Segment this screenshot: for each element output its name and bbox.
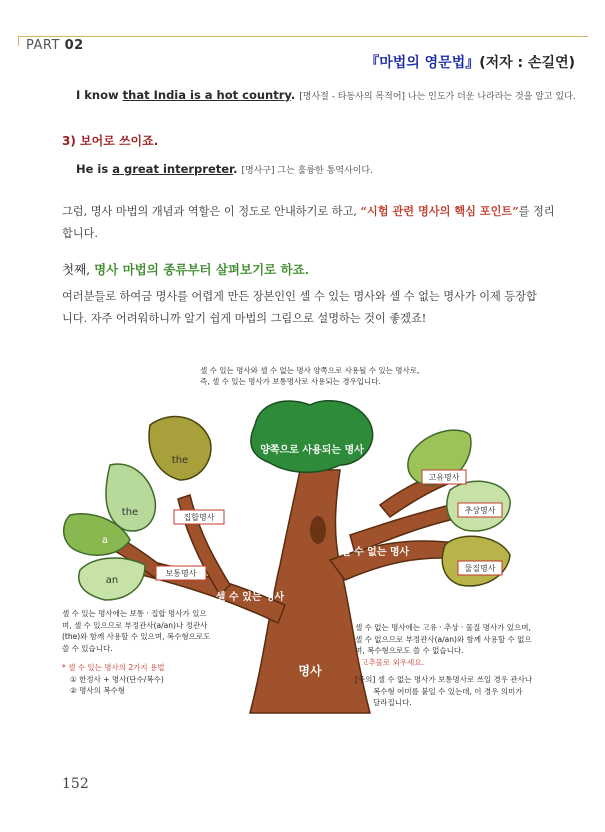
paragraph-1-line-1 xyxy=(62,200,555,223)
paragraph-1-highlight: “시험 관련 명사의 핵심 포인트” xyxy=(360,204,519,218)
header-rule xyxy=(18,36,588,37)
leaf-the-mid xyxy=(106,464,155,531)
example-sentence-1 xyxy=(76,88,576,102)
example1-gloss: [명사절 - 타동사의 목적어] 나는 인도가 더운 나라라는 것을 알고 있다. xyxy=(299,92,576,102)
caution-line-1: [주의] 셀 수 없는 명사가 보통명사로 쓰일 경우 관사나 xyxy=(355,675,533,684)
page-number: 152 xyxy=(62,776,89,792)
section-3-title: 3) 보어로 쓰이죠. xyxy=(62,134,159,148)
trunk-knot xyxy=(310,516,326,544)
left-note-line-2: 며, 셀 수 있으므로 부정관사(a/an)나 정관사 xyxy=(62,620,208,630)
usage-title: * 셀 수 있는 명사의 2가지 용법 xyxy=(62,663,165,672)
paragraph-1-part-b: 를 정리 xyxy=(518,205,555,218)
usage-item-1: ① 한정사 + 명사(단수/복수) xyxy=(70,674,164,684)
left-note-line-4: 쓸 수 있습니다. xyxy=(62,643,113,653)
usage-item-2: ② 명사의 복수형 xyxy=(70,686,125,695)
right-note-line-4: * 고추물로 외우세요. xyxy=(355,657,424,667)
uncountable-label: 셀 수 없는 명사 xyxy=(340,547,410,558)
first-heading-prefix: 첫째, xyxy=(62,262,95,277)
example2-pre: He is xyxy=(76,162,113,176)
paragraph-1-line-2: 합니다. xyxy=(62,227,98,240)
left-note-line-3: (the)와 함께 사용할 수 있으며, 복수형으로도 xyxy=(62,632,211,641)
book-title xyxy=(365,52,575,72)
right-note-line-1: 셀 수 없는 명사에는 고유 · 추상 · 물질 명사가 있으며, xyxy=(355,623,531,632)
box-collective-label: 집합명사 xyxy=(183,513,215,522)
leaf-an-label: an xyxy=(105,575,119,586)
box-abstract-label: 추상명사 xyxy=(464,506,496,515)
figure-caption xyxy=(200,365,419,387)
paragraph-2-line-2: 니다. 자주 어려워하니까 알기 쉽게 마법의 그림으로 설명하는 것이 좋겠죠! xyxy=(62,312,427,325)
paragraph-1-part-a: 그럼, 명사 마법의 개념과 역할은 이 정도로 안내하기로 하고, xyxy=(62,205,361,218)
paragraph-2 xyxy=(62,286,552,330)
book-author: (저자 : 손길연) xyxy=(479,55,575,71)
leaf-the-top xyxy=(149,417,211,480)
part-label xyxy=(26,38,84,53)
box-material-label: 물질명사 xyxy=(464,564,496,573)
leaf-the-mid-label: the xyxy=(121,507,139,518)
left-note-line-1: 셀 수 있는 명사에는 보통 · 집합 명사가 있으 xyxy=(62,609,207,618)
example-sentence-2 xyxy=(76,162,373,176)
example2-underlined: a great interpreter xyxy=(112,162,234,176)
paragraph-2-line-1: 여러분들로 하여금 명사를 어렵게 만든 장본인인 셀 수 있는 명사와 셀 수 없는 명사가 이제 등장합 xyxy=(62,290,537,303)
caution-line-3: 달라집니다. xyxy=(373,698,412,707)
figure-caption-line-2: 즉, 셀 수 있는 명사가 보통명사로 사용되는 경우입니다. xyxy=(200,377,381,386)
first-heading xyxy=(62,260,309,278)
book-title-text: 『마법의 영문법』 xyxy=(365,55,480,71)
example1-pre: I know xyxy=(76,88,123,102)
example2-post: . xyxy=(233,162,242,176)
example1-post: . xyxy=(290,88,300,102)
first-heading-text: 명사 마법의 종류부터 살펴보기로 하죠. xyxy=(94,262,310,277)
example1-underlined: that India is a hot country xyxy=(122,88,291,102)
trunk-label: 명사 xyxy=(298,664,322,678)
crown-leaf xyxy=(251,401,373,473)
example2-gloss: [명사구] 그는 훌륭한 통역사이다. xyxy=(241,166,373,176)
leaf-a-label: a xyxy=(101,535,109,546)
leaf-the-top-label: the xyxy=(171,455,189,466)
part-number: 02 xyxy=(64,38,84,53)
box-proper-label: 고유명사 xyxy=(428,473,460,482)
header-rule-tick xyxy=(18,36,19,46)
left-note xyxy=(62,608,222,697)
part-text: PART xyxy=(26,38,65,53)
crown-label: 양쪽으로 사용되는 명사 xyxy=(260,445,364,456)
figure-caption-line-1: 셀 수 있는 명사와 셀 수 없는 명사 양쪽으로 사용될 수 있는 명사로, xyxy=(200,366,420,375)
paragraph-1 xyxy=(62,200,555,245)
box-common-label: 보통명사 xyxy=(165,569,197,578)
right-note xyxy=(355,622,555,709)
right-note-line-3: 며, 복수형으로도 쓸 수 없습니다. xyxy=(355,646,464,655)
right-note-line-2: 셀 수 없으므로 부정관사(a/an)와 함께 사용할 수 없으 xyxy=(355,634,532,644)
caution-line-2: 복수형 어미를 붙일 수 있는데, 이 경우 의미가 xyxy=(373,686,523,696)
countable-label: 셀 수 있는 명사 xyxy=(215,592,285,603)
